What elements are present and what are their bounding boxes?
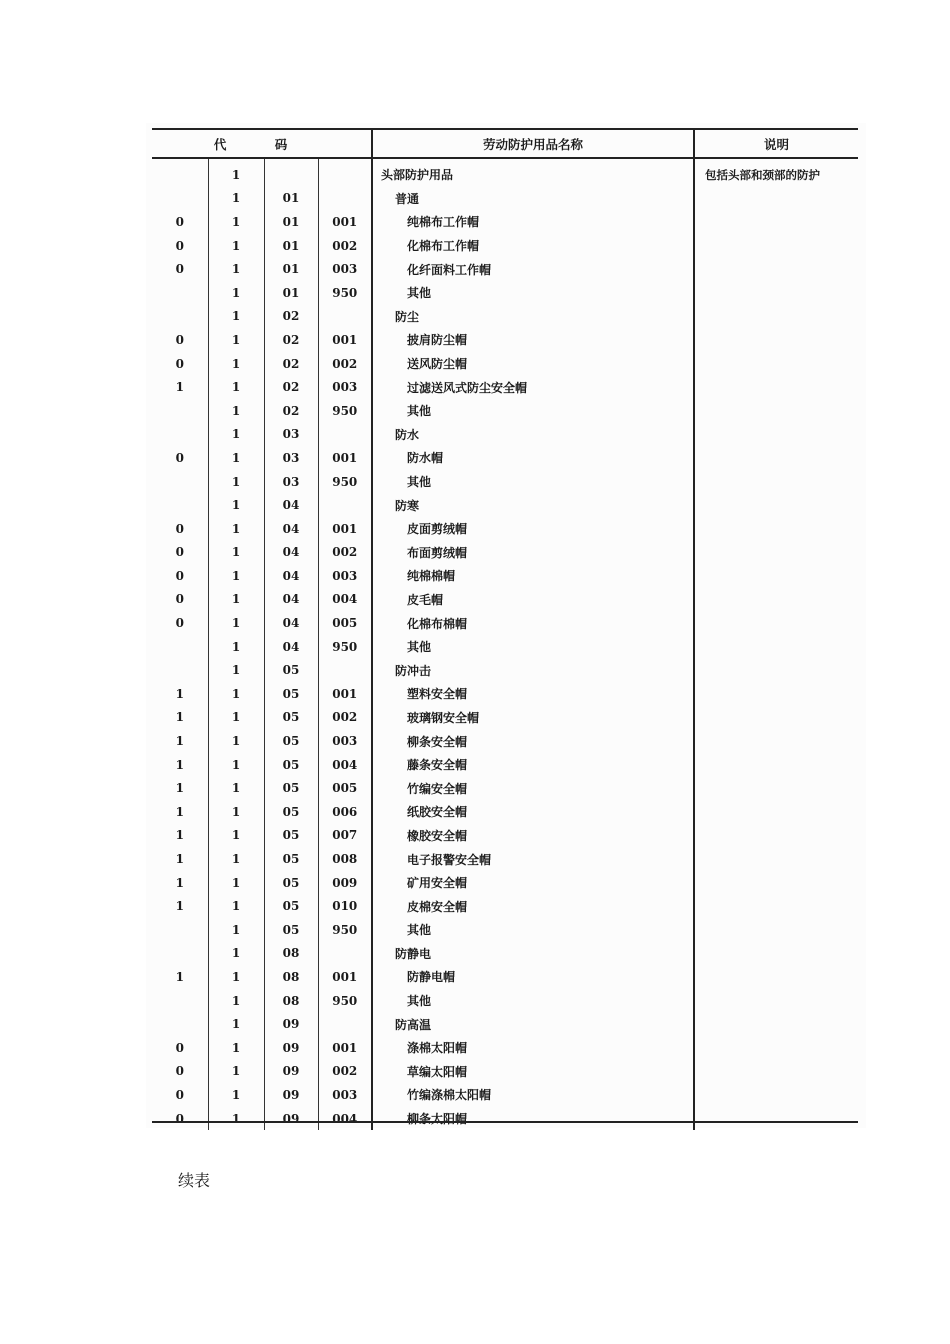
item-note xyxy=(694,234,858,258)
table-row xyxy=(152,1107,858,1131)
table-row xyxy=(152,989,858,1013)
code-digit-4: 001 xyxy=(318,446,372,470)
code-digit-2: 1 xyxy=(208,517,264,541)
code-digit-2: 1 xyxy=(208,588,264,612)
table-row xyxy=(152,375,858,399)
code-digit-2: 1 xyxy=(208,399,264,423)
code-digit-1: 0 xyxy=(152,588,208,612)
item-name: 塑料安全帽 xyxy=(372,682,694,706)
code-digit-3: 01 xyxy=(264,257,318,281)
code-digit-1 xyxy=(152,1012,208,1036)
code-digit-2: 1 xyxy=(208,1036,264,1060)
item-note xyxy=(694,305,858,329)
code-digit-1 xyxy=(152,305,208,329)
code-digit-1 xyxy=(152,989,208,1013)
code-digit-3 xyxy=(264,158,318,187)
code-digit-4 xyxy=(318,187,372,211)
table-row xyxy=(152,541,858,565)
code-digit-3: 09 xyxy=(264,1012,318,1036)
table-row xyxy=(152,328,858,352)
item-note xyxy=(694,446,858,470)
code-digit-1: 1 xyxy=(152,965,208,989)
code-digit-2: 1 xyxy=(208,375,264,399)
code-digit-1: 0 xyxy=(152,234,208,258)
item-name: 电子报警安全帽 xyxy=(372,847,694,871)
code-digit-4: 005 xyxy=(318,776,372,800)
table-row xyxy=(152,234,858,258)
item-note xyxy=(694,375,858,399)
item-name: 普通 xyxy=(372,187,694,211)
code-digit-2: 1 xyxy=(208,564,264,588)
code-digit-1: 1 xyxy=(152,706,208,730)
code-digit-3: 05 xyxy=(264,894,318,918)
code-digit-3: 02 xyxy=(264,352,318,376)
table-row xyxy=(152,965,858,989)
code-digit-4: 010 xyxy=(318,894,372,918)
code-digit-3: 02 xyxy=(264,375,318,399)
code-digit-2: 1 xyxy=(208,611,264,635)
code-digit-2: 1 xyxy=(208,989,264,1013)
code-digit-4: 001 xyxy=(318,682,372,706)
table-row xyxy=(152,423,858,447)
code-digit-4: 004 xyxy=(318,588,372,612)
item-note xyxy=(694,894,858,918)
code-digit-4: 950 xyxy=(318,989,372,1013)
code-digit-1: 1 xyxy=(152,682,208,706)
code-digit-3: 05 xyxy=(264,871,318,895)
code-digit-4: 004 xyxy=(318,1107,372,1131)
code-digit-3: 02 xyxy=(264,305,318,329)
item-name: 其他 xyxy=(372,399,694,423)
item-note xyxy=(694,1107,858,1131)
item-name: 送风防尘帽 xyxy=(372,352,694,376)
code-digit-4: 001 xyxy=(318,965,372,989)
code-digit-3: 08 xyxy=(264,965,318,989)
code-digit-2: 1 xyxy=(208,234,264,258)
table-row xyxy=(152,305,858,329)
item-name: 防寒 xyxy=(372,493,694,517)
code-digit-2: 1 xyxy=(208,352,264,376)
code-digit-1: 0 xyxy=(152,517,208,541)
table-row xyxy=(152,800,858,824)
code-digit-1 xyxy=(152,399,208,423)
item-note xyxy=(694,753,858,777)
protective-equipment-code-table xyxy=(152,128,858,1130)
code-digit-3: 01 xyxy=(264,234,318,258)
code-digit-4 xyxy=(318,305,372,329)
code-digit-3: 01 xyxy=(264,281,318,305)
code-digit-3: 05 xyxy=(264,918,318,942)
code-digit-4 xyxy=(318,1012,372,1036)
item-name: 纸胶安全帽 xyxy=(372,800,694,824)
code-digit-2: 1 xyxy=(208,635,264,659)
item-name: 其他 xyxy=(372,470,694,494)
code-digit-4: 003 xyxy=(318,375,372,399)
item-name: 披肩防尘帽 xyxy=(372,328,694,352)
code-digit-1: 0 xyxy=(152,352,208,376)
table-row xyxy=(152,706,858,730)
code-digit-1: 0 xyxy=(152,1036,208,1060)
item-name: 竹编安全帽 xyxy=(372,776,694,800)
code-digit-1: 0 xyxy=(152,446,208,470)
code-digit-1: 1 xyxy=(152,375,208,399)
code-digit-2: 1 xyxy=(208,776,264,800)
item-note xyxy=(694,965,858,989)
table-row xyxy=(152,470,858,494)
code-digit-2: 1 xyxy=(208,871,264,895)
table-row xyxy=(152,158,858,187)
item-note xyxy=(694,918,858,942)
code-digit-2: 1 xyxy=(208,658,264,682)
table-row xyxy=(152,281,858,305)
code-digit-2: 1 xyxy=(208,682,264,706)
item-note xyxy=(694,281,858,305)
code-digit-3: 02 xyxy=(264,328,318,352)
code-digit-1 xyxy=(152,658,208,682)
code-digit-1 xyxy=(152,942,208,966)
item-note xyxy=(694,871,858,895)
table-row xyxy=(152,352,858,376)
code-digit-2: 1 xyxy=(208,729,264,753)
code-digit-4 xyxy=(318,658,372,682)
code-digit-4 xyxy=(318,493,372,517)
item-note xyxy=(694,564,858,588)
code-digit-4: 003 xyxy=(318,1083,372,1107)
code-digit-1 xyxy=(152,635,208,659)
item-note xyxy=(694,847,858,871)
code-digit-2: 1 xyxy=(208,1012,264,1036)
code-digit-4: 007 xyxy=(318,824,372,848)
code-digit-1: 0 xyxy=(152,564,208,588)
item-name: 过滤送风式防尘安全帽 xyxy=(372,375,694,399)
item-note xyxy=(694,1036,858,1060)
code-digit-3: 04 xyxy=(264,564,318,588)
code-digit-4: 006 xyxy=(318,800,372,824)
item-note xyxy=(694,541,858,565)
item-name: 草编太阳帽 xyxy=(372,1060,694,1084)
header-name: 劳动防护用品名称 xyxy=(372,129,694,158)
code-digit-3: 01 xyxy=(264,187,318,211)
item-name: 皮棉安全帽 xyxy=(372,894,694,918)
code-digit-2: 1 xyxy=(208,158,264,187)
code-digit-3: 09 xyxy=(264,1083,318,1107)
table-row xyxy=(152,729,858,753)
code-digit-1 xyxy=(152,493,208,517)
code-digit-1: 1 xyxy=(152,847,208,871)
table-row xyxy=(152,210,858,234)
item-name: 玻璃钢安全帽 xyxy=(372,706,694,730)
code-digit-1: 0 xyxy=(152,611,208,635)
code-digit-1: 1 xyxy=(152,824,208,848)
item-note xyxy=(694,706,858,730)
code-digit-2: 1 xyxy=(208,1083,264,1107)
table-row xyxy=(152,824,858,848)
item-name: 防尘 xyxy=(372,305,694,329)
code-digit-2: 1 xyxy=(208,800,264,824)
item-name: 防静电 xyxy=(372,942,694,966)
item-note xyxy=(694,257,858,281)
code-digit-1: 1 xyxy=(152,894,208,918)
item-note: 包括头部和颈部的防护 xyxy=(705,167,821,182)
item-name: 化棉布工作帽 xyxy=(372,234,694,258)
code-digit-4: 950 xyxy=(318,399,372,423)
item-name: 纯棉棉帽 xyxy=(372,564,694,588)
code-digit-4: 001 xyxy=(318,328,372,352)
item-name: 其他 xyxy=(372,918,694,942)
code-digit-1 xyxy=(152,281,208,305)
item-note xyxy=(694,776,858,800)
code-digit-3: 02 xyxy=(264,399,318,423)
code-digit-3: 03 xyxy=(264,423,318,447)
item-name: 竹编涤棉太阳帽 xyxy=(372,1083,694,1107)
code-digit-3: 08 xyxy=(264,989,318,1013)
item-note xyxy=(694,942,858,966)
code-digit-2: 1 xyxy=(208,706,264,730)
code-digit-3: 05 xyxy=(264,824,318,848)
item-note xyxy=(694,517,858,541)
table-row xyxy=(152,776,858,800)
code-digit-3: 04 xyxy=(264,541,318,565)
code-digit-2: 1 xyxy=(208,894,264,918)
code-digit-1 xyxy=(152,158,208,187)
item-name: 头部防护用品 xyxy=(372,158,694,187)
item-note xyxy=(694,1012,858,1036)
code-digit-4 xyxy=(318,423,372,447)
table-row xyxy=(152,847,858,871)
table-row xyxy=(152,446,858,470)
header-code: 代 码 xyxy=(152,129,372,158)
code-digit-2: 1 xyxy=(208,257,264,281)
code-digit-1: 0 xyxy=(152,1107,208,1131)
item-name: 防水帽 xyxy=(372,446,694,470)
code-digit-4: 950 xyxy=(318,281,372,305)
table-row xyxy=(152,753,858,777)
code-digit-2: 1 xyxy=(208,187,264,211)
item-note xyxy=(694,470,858,494)
code-digit-2: 1 xyxy=(208,210,264,234)
code-digit-3: 05 xyxy=(264,658,318,682)
code-digit-3: 09 xyxy=(264,1107,318,1131)
code-digit-4: 001 xyxy=(318,517,372,541)
table-row xyxy=(152,1036,858,1060)
item-name: 其他 xyxy=(372,635,694,659)
code-digit-2: 1 xyxy=(208,824,264,848)
item-name: 化棉布棉帽 xyxy=(372,611,694,635)
code-digit-3: 04 xyxy=(264,517,318,541)
code-digit-1: 0 xyxy=(152,210,208,234)
item-name: 防水 xyxy=(372,423,694,447)
table-row xyxy=(152,611,858,635)
item-note xyxy=(694,824,858,848)
code-digit-4: 001 xyxy=(318,1036,372,1060)
code-digit-3: 04 xyxy=(264,493,318,517)
code-digit-2: 1 xyxy=(208,1107,264,1131)
code-digit-1: 0 xyxy=(152,1083,208,1107)
code-digit-3: 03 xyxy=(264,470,318,494)
table-row xyxy=(152,894,858,918)
code-digit-1 xyxy=(152,187,208,211)
table-row xyxy=(152,517,858,541)
code-digit-4: 002 xyxy=(318,706,372,730)
item-note xyxy=(694,352,858,376)
code-digit-3: 05 xyxy=(264,682,318,706)
code-digit-1: 1 xyxy=(152,753,208,777)
code-digit-1: 0 xyxy=(152,541,208,565)
continued-table-note: 续表 xyxy=(178,1171,211,1190)
item-name: 柳条太阳帽 xyxy=(372,1107,694,1131)
code-digit-1 xyxy=(152,470,208,494)
code-digit-1: 1 xyxy=(152,776,208,800)
code-digit-4: 004 xyxy=(318,753,372,777)
code-digit-2: 1 xyxy=(208,942,264,966)
item-name: 布面剪绒帽 xyxy=(372,541,694,565)
code-digit-2: 1 xyxy=(208,1060,264,1084)
table-row xyxy=(152,1083,858,1107)
item-name: 矿用安全帽 xyxy=(372,871,694,895)
code-digit-3: 05 xyxy=(264,800,318,824)
table-row xyxy=(152,918,858,942)
item-note xyxy=(694,611,858,635)
item-note xyxy=(694,800,858,824)
code-digit-3: 05 xyxy=(264,776,318,800)
table-header xyxy=(152,129,858,158)
code-digit-3: 04 xyxy=(264,635,318,659)
table-row xyxy=(152,658,858,682)
code-digit-2: 1 xyxy=(208,965,264,989)
item-note xyxy=(694,187,858,211)
code-digit-4: 950 xyxy=(318,635,372,659)
code-digit-3: 09 xyxy=(264,1036,318,1060)
table-row xyxy=(152,588,858,612)
table-row xyxy=(152,942,858,966)
code-digit-1: 1 xyxy=(152,871,208,895)
code-digit-2: 1 xyxy=(208,918,264,942)
item-note xyxy=(694,635,858,659)
item-note xyxy=(694,729,858,753)
table-row xyxy=(152,1060,858,1084)
code-digit-2: 1 xyxy=(208,541,264,565)
code-digit-4 xyxy=(318,158,372,187)
item-note xyxy=(694,210,858,234)
code-digit-1: 1 xyxy=(152,800,208,824)
item-name: 其他 xyxy=(372,989,694,1013)
code-digit-3: 05 xyxy=(264,729,318,753)
item-note xyxy=(694,682,858,706)
code-digit-4: 003 xyxy=(318,564,372,588)
item-name: 防高温 xyxy=(372,1012,694,1036)
item-name: 皮毛帽 xyxy=(372,588,694,612)
table-row xyxy=(152,564,858,588)
item-name: 其他 xyxy=(372,281,694,305)
item-name: 纯棉布工作帽 xyxy=(372,210,694,234)
code-digit-1: 1 xyxy=(152,729,208,753)
code-digit-2: 1 xyxy=(208,847,264,871)
item-name: 藤条安全帽 xyxy=(372,753,694,777)
code-digit-4: 950 xyxy=(318,470,372,494)
code-digit-1: 0 xyxy=(152,1060,208,1084)
code-digit-4: 009 xyxy=(318,871,372,895)
code-digit-3: 01 xyxy=(264,210,318,234)
code-digit-4: 008 xyxy=(318,847,372,871)
code-digit-1: 0 xyxy=(152,328,208,352)
code-digit-2: 1 xyxy=(208,281,264,305)
table-row xyxy=(152,871,858,895)
item-name: 防静电帽 xyxy=(372,965,694,989)
table-bottom-rule xyxy=(152,1121,858,1123)
code-digit-3: 09 xyxy=(264,1060,318,1084)
item-name: 化纤面料工作帽 xyxy=(372,257,694,281)
item-note xyxy=(694,493,858,517)
item-note xyxy=(694,1083,858,1107)
code-digit-3: 04 xyxy=(264,611,318,635)
item-note xyxy=(694,1060,858,1084)
code-digit-1: 0 xyxy=(152,257,208,281)
code-digit-2: 1 xyxy=(208,753,264,777)
table-row xyxy=(152,399,858,423)
code-digit-2: 1 xyxy=(208,305,264,329)
code-digit-4: 002 xyxy=(318,1060,372,1084)
item-name: 防冲击 xyxy=(372,658,694,682)
table-body xyxy=(152,158,858,1130)
code-digit-4: 950 xyxy=(318,918,372,942)
code-digit-3: 05 xyxy=(264,706,318,730)
table-row xyxy=(152,1012,858,1036)
code-digit-2: 1 xyxy=(208,493,264,517)
item-note xyxy=(694,989,858,1013)
header-note: 说明 xyxy=(694,129,858,158)
table-row xyxy=(152,682,858,706)
code-digit-2: 1 xyxy=(208,423,264,447)
code-digit-4: 002 xyxy=(318,234,372,258)
code-digit-3: 08 xyxy=(264,942,318,966)
code-digit-4: 002 xyxy=(318,541,372,565)
item-name: 皮面剪绒帽 xyxy=(372,517,694,541)
code-digit-1 xyxy=(152,423,208,447)
code-digit-2: 1 xyxy=(208,328,264,352)
item-note xyxy=(694,423,858,447)
code-digit-4: 002 xyxy=(318,352,372,376)
table-row xyxy=(152,187,858,211)
item-name: 橡胶安全帽 xyxy=(372,824,694,848)
code-digit-3: 04 xyxy=(264,588,318,612)
code-digit-1 xyxy=(152,918,208,942)
item-note xyxy=(694,588,858,612)
code-digit-4: 003 xyxy=(318,729,372,753)
code-digit-3: 05 xyxy=(264,847,318,871)
code-digit-2: 1 xyxy=(208,446,264,470)
code-digit-4: 005 xyxy=(318,611,372,635)
code-digit-4 xyxy=(318,942,372,966)
table-row xyxy=(152,635,858,659)
item-name: 柳条安全帽 xyxy=(372,729,694,753)
code-digit-3: 05 xyxy=(264,753,318,777)
table-row xyxy=(152,493,858,517)
code-digit-3: 03 xyxy=(264,446,318,470)
code-digit-4: 001 xyxy=(318,210,372,234)
item-note xyxy=(694,399,858,423)
table-row xyxy=(152,257,858,281)
item-note xyxy=(694,658,858,682)
code-digit-2: 1 xyxy=(208,470,264,494)
code-digit-4: 003 xyxy=(318,257,372,281)
item-note xyxy=(694,328,858,352)
item-name: 涤棉太阳帽 xyxy=(372,1036,694,1060)
